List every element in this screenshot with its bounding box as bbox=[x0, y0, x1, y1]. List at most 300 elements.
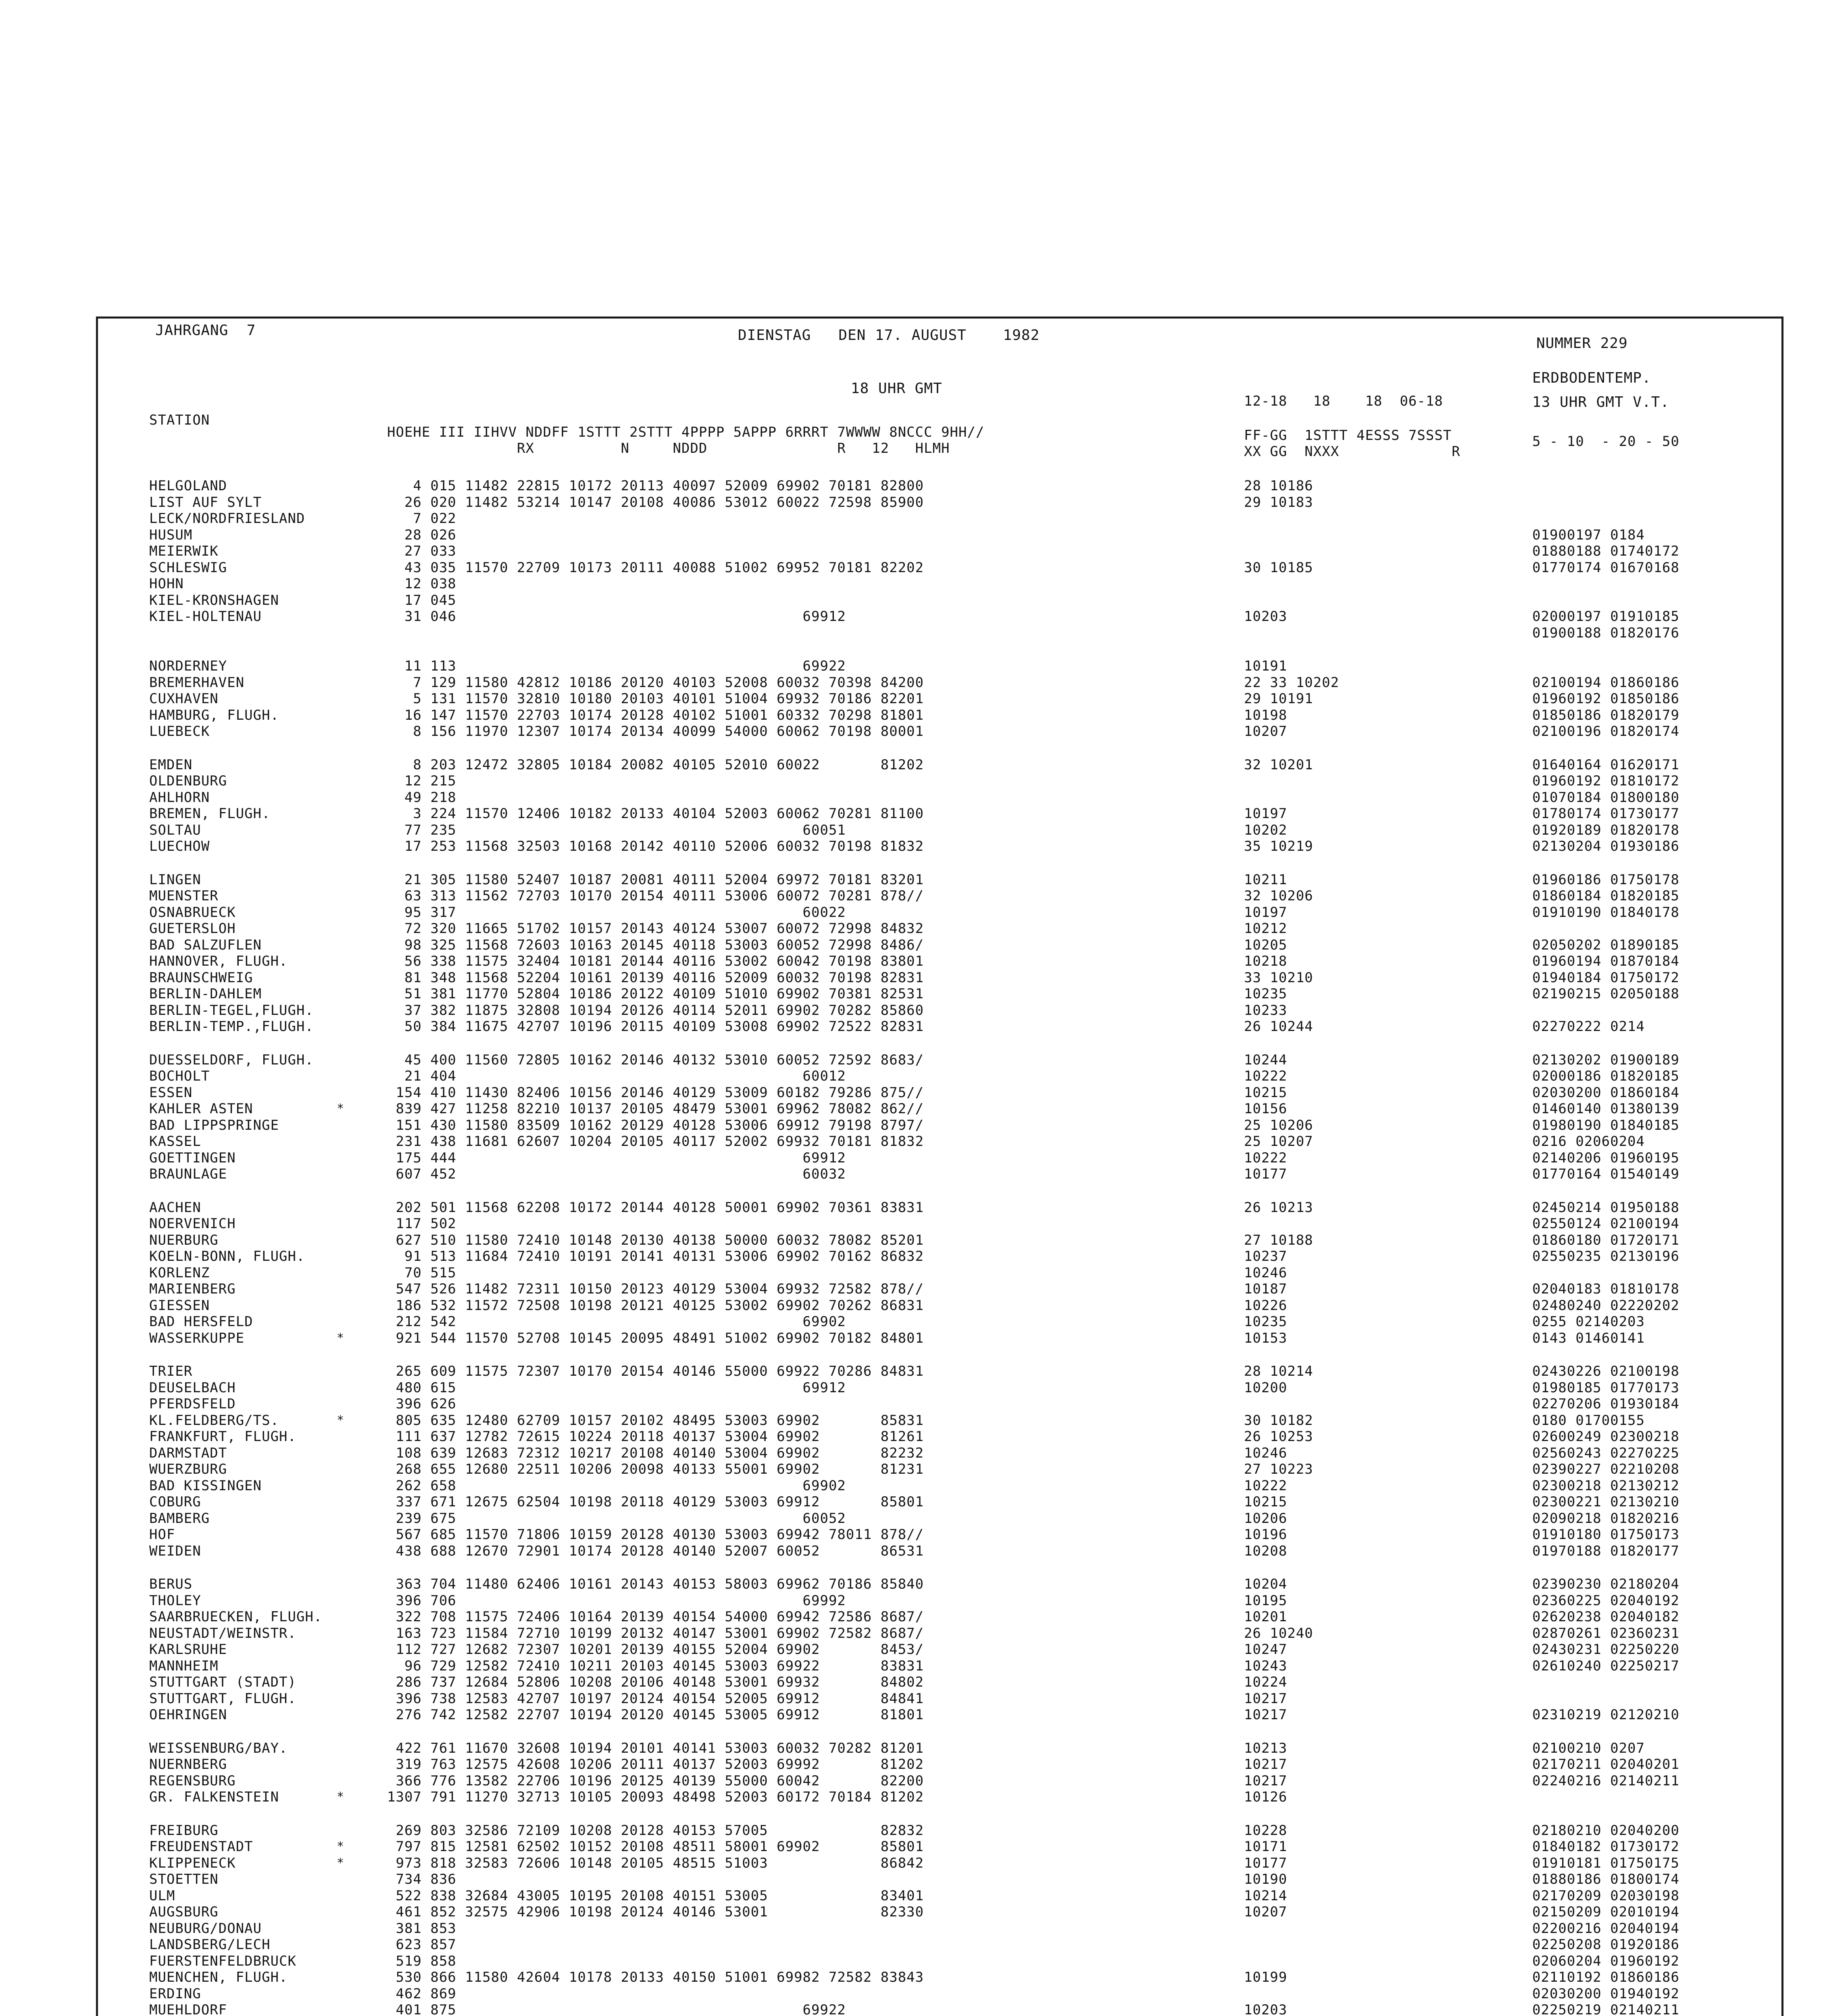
supplementary-data: 10195 bbox=[1244, 1592, 1288, 1609]
station-name: FREUDENSTADT bbox=[149, 1839, 253, 1855]
synop-data: 63 313 11562 72703 10170 20154 40111 53006 60072 70281 878// bbox=[387, 888, 924, 904]
station-name: GOETTINGEN bbox=[149, 1150, 236, 1166]
station-name: HANNOVER, FLUGH. bbox=[149, 953, 288, 969]
supplementary-data: 35 10219 bbox=[1244, 838, 1313, 854]
supplementary-data: 10237 bbox=[1244, 1248, 1288, 1264]
station-name: BAD KISSINGEN bbox=[149, 1477, 262, 1494]
mountain-station-marker: * bbox=[337, 1839, 344, 1854]
station-name: DEUSELBACH bbox=[149, 1379, 236, 1396]
station-name: HELGOLAND bbox=[149, 478, 227, 494]
supplementary-data: 10211 bbox=[1244, 871, 1288, 888]
synop-data: 8 203 12472 32805 10184 20082 40105 52010 60022 81202 bbox=[387, 756, 924, 773]
soil-temperature: 02030200 01940192 bbox=[1532, 1985, 1679, 2002]
supplementary-data: 10226 bbox=[1244, 1297, 1288, 1314]
soil-temperature: 01770164 01540149 bbox=[1532, 1166, 1679, 1182]
supplementary-data: 27 10223 bbox=[1244, 1461, 1313, 1477]
supplementary-data: 28 10186 bbox=[1244, 478, 1313, 494]
synop-data: 77 235 60051 bbox=[387, 822, 846, 838]
soil-temperature: 01940184 01750172 bbox=[1532, 969, 1679, 986]
station-name: MUENSTER bbox=[149, 888, 219, 904]
station-name: HUSUM bbox=[149, 527, 193, 543]
synop-data: 186 532 11572 72508 10198 20121 40125 53002 69902 70262 86831 bbox=[387, 1297, 924, 1314]
synop-data: 921 544 11570 52708 10145 20095 48491 51002 69902 70182 84801 bbox=[387, 1330, 924, 1346]
station-name: KIEL-KRONSHAGEN bbox=[149, 592, 279, 608]
station-name: KL.FELDBERG/TS. bbox=[149, 1412, 279, 1429]
soil-temperature: 01900188 01820176 bbox=[1532, 625, 1679, 641]
supplementary-data: 10247 bbox=[1244, 1641, 1288, 1658]
soil-temperature: 01970188 01820177 bbox=[1532, 1543, 1679, 1559]
synop-data: 396 626 bbox=[387, 1396, 456, 1412]
station-name: MUEHLDORF bbox=[149, 2002, 227, 2016]
jahrgang-label: JAHRGANG 7 bbox=[155, 322, 256, 339]
station-name: MANNHEIM bbox=[149, 1658, 219, 1674]
supplementary-data: 10199 bbox=[1244, 1969, 1288, 1985]
station-name: MUENCHEN, FLUGH. bbox=[149, 1969, 288, 1985]
supplementary-data: 10246 bbox=[1244, 1445, 1288, 1461]
synop-data: 3 224 11570 12406 10182 20133 40104 52003 60062 70281 81100 bbox=[387, 806, 924, 822]
synop-data: 627 510 11580 72410 10148 20130 40138 50000 60032 78082 85201 bbox=[387, 1232, 924, 1248]
station-name: BREMEN, FLUGH. bbox=[149, 806, 271, 822]
supplementary-data: 10244 bbox=[1244, 1052, 1288, 1068]
station-name: MEIERWIK bbox=[149, 543, 219, 559]
supplementary-data: 10202 bbox=[1244, 822, 1288, 838]
soil-temperature: 01960192 01810172 bbox=[1532, 773, 1679, 789]
synop-data: 98 325 11568 72603 10163 20145 40118 53003 60052 72998 8486/ bbox=[387, 937, 924, 953]
supplementary-data: 32 10201 bbox=[1244, 756, 1313, 773]
synop-data: 91 513 11684 72410 10191 20141 40131 53006 69902 70162 86832 bbox=[387, 1248, 924, 1264]
station-name: BRAUNSCHWEIG bbox=[149, 969, 253, 986]
soil-temperature: 01640164 01620171 bbox=[1532, 756, 1679, 773]
supplementary-data: 10156 bbox=[1244, 1101, 1288, 1117]
synop-data: 117 502 bbox=[387, 1216, 456, 1232]
supplementary-data: 10214 bbox=[1244, 1887, 1288, 1904]
column-header-station: STATION bbox=[149, 412, 210, 428]
station-name: ESSEN bbox=[149, 1084, 193, 1101]
station-name: CUXHAVEN bbox=[149, 691, 219, 707]
supplementary-data: 10218 bbox=[1244, 953, 1288, 969]
synop-data: 8 156 11970 12307 10174 20134 40099 54000 60062 70198 80001 bbox=[387, 723, 924, 739]
supplementary-data: 26 10213 bbox=[1244, 1199, 1313, 1216]
synop-data: 623 857 bbox=[387, 1937, 456, 1953]
synop-data: 70 515 bbox=[387, 1264, 456, 1281]
synop-data: 262 658 69902 bbox=[387, 1477, 846, 1494]
supplementary-data: 10171 bbox=[1244, 1839, 1288, 1855]
mountain-station-marker: * bbox=[337, 1331, 344, 1345]
column-header-main-codes: HOEHE III IIHVV NDDFF 1STTT 2STTT 4PPPP 5APPP 6RRRT 7WWWW 8NCCC 9HH// bbox=[387, 424, 985, 440]
soil-temperature: 01860184 01820185 bbox=[1532, 888, 1679, 904]
soil-temperature: 02000197 01910185 bbox=[1532, 608, 1679, 625]
synop-data: 322 708 11575 72406 10164 20139 40154 54000 69942 72586 8687/ bbox=[387, 1609, 924, 1625]
synop-data: 56 338 11575 32404 10181 20144 40116 53002 60042 70198 83801 bbox=[387, 953, 924, 969]
soil-temperature: 01900197 0184 bbox=[1532, 527, 1645, 543]
bulletin-sheet bbox=[96, 317, 1783, 2016]
station-name: GUETERSLOH bbox=[149, 921, 236, 937]
soil-temperature: 02560243 02270225 bbox=[1532, 1445, 1679, 1461]
supplementary-data: 26 10244 bbox=[1244, 1018, 1313, 1035]
station-name: GR. FALKENSTEIN bbox=[149, 1789, 279, 1805]
supplementary-data: 10197 bbox=[1244, 904, 1288, 921]
soil-temperature: 01780174 01730177 bbox=[1532, 806, 1679, 822]
soil-temperature: 02090218 01820216 bbox=[1532, 1510, 1679, 1527]
soil-temperature: 02450214 01950188 bbox=[1532, 1199, 1679, 1216]
station-name: KLIPPENECK bbox=[149, 1855, 236, 1871]
station-name: AACHEN bbox=[149, 1199, 201, 1216]
issue-number: NUMMER 229 bbox=[1536, 335, 1628, 352]
synop-data: 276 742 12582 22707 10194 20120 40145 53005 69912 81801 bbox=[387, 1707, 924, 1723]
synop-data: 154 410 11430 82406 10156 20146 40129 53009 60182 79286 875// bbox=[387, 1084, 924, 1101]
synop-data: 12 038 bbox=[387, 576, 456, 592]
synop-data: 12 215 bbox=[387, 773, 456, 789]
soil-temperature: 02040183 01810178 bbox=[1532, 1281, 1679, 1297]
supplementary-data: 10196 bbox=[1244, 1527, 1288, 1543]
station-name: FREIBURG bbox=[149, 1822, 219, 1839]
station-name: NEUSTADT/WEINSTR. bbox=[149, 1625, 296, 1641]
supplementary-data: 10190 bbox=[1244, 1871, 1288, 1887]
station-name: BERLIN-TEGEL,FLUGH. bbox=[149, 1002, 314, 1018]
station-name: BOCHOLT bbox=[149, 1068, 210, 1084]
observation-time: 18 UHR GMT bbox=[851, 380, 942, 397]
supplementary-data: 10217 bbox=[1244, 1756, 1288, 1772]
station-name: KARLSRUHE bbox=[149, 1641, 227, 1658]
station-name: COBURG bbox=[149, 1494, 201, 1510]
supplementary-data: 27 10188 bbox=[1244, 1232, 1313, 1248]
column-header-aux-subcodes: XX GG NXXX R bbox=[1244, 444, 1460, 460]
synop-data: 363 704 11480 62406 10161 20143 40153 58003 69962 70186 85840 bbox=[387, 1576, 924, 1592]
station-name: BRAUNLAGE bbox=[149, 1166, 227, 1182]
soil-temperature: 01980185 01770173 bbox=[1532, 1379, 1679, 1396]
supplementary-data: 10222 bbox=[1244, 1477, 1288, 1494]
soil-temperature: 01910180 01750173 bbox=[1532, 1527, 1679, 1543]
station-name: WEIDEN bbox=[149, 1543, 201, 1559]
soil-temperature: 01980190 01840185 bbox=[1532, 1117, 1679, 1133]
supplementary-data: 10207 bbox=[1244, 1904, 1288, 1920]
station-name: NUERNBERG bbox=[149, 1756, 227, 1772]
supplementary-data: 10233 bbox=[1244, 1002, 1288, 1018]
soil-temperature: 01860180 01720171 bbox=[1532, 1232, 1679, 1248]
station-name: ERDING bbox=[149, 1985, 201, 2002]
soil-temperature: 02430226 02100198 bbox=[1532, 1363, 1679, 1379]
supplementary-data: 10197 bbox=[1244, 806, 1288, 822]
synop-data: 27 033 bbox=[387, 543, 456, 559]
supplementary-data: 10198 bbox=[1244, 707, 1288, 723]
supplementary-data: 30 10185 bbox=[1244, 559, 1313, 576]
supplementary-data: 10153 bbox=[1244, 1330, 1288, 1346]
soil-temperature: 02270206 01930184 bbox=[1532, 1396, 1679, 1412]
supplementary-data: 33 10210 bbox=[1244, 969, 1313, 986]
supplementary-data: 10243 bbox=[1244, 1658, 1288, 1674]
soil-temp-title: ERDBODENTEMP. bbox=[1532, 370, 1651, 386]
synop-data: 17 045 bbox=[387, 592, 456, 608]
supplementary-data: 10200 bbox=[1244, 1379, 1288, 1396]
supplementary-data: 10207 bbox=[1244, 723, 1288, 739]
synop-data: 231 438 11681 62607 10204 20105 40117 52002 69932 70181 81832 bbox=[387, 1133, 924, 1150]
station-name: KAHLER ASTEN bbox=[149, 1101, 253, 1117]
station-name: ULM bbox=[149, 1887, 175, 1904]
station-name: HOHN bbox=[149, 576, 184, 592]
soil-temperature: 01880188 01740172 bbox=[1532, 543, 1679, 559]
synop-data: 43 035 11570 22709 10173 20111 40088 51002 69952 70181 82202 bbox=[387, 559, 924, 576]
station-name: WASSERKUPPE bbox=[149, 1330, 245, 1346]
synop-data: 839 427 11258 82210 10137 20105 48479 53001 69962 78082 862// bbox=[387, 1101, 924, 1117]
synop-data: 522 838 32684 43005 10195 20108 40151 53005 83401 bbox=[387, 1887, 924, 1904]
supplementary-data: 10201 bbox=[1244, 1609, 1288, 1625]
synop-data: 519 858 bbox=[387, 1953, 456, 1969]
station-name: KOELN-BONN, FLUGH. bbox=[149, 1248, 305, 1264]
station-name: THOLEY bbox=[149, 1592, 201, 1609]
station-name: NOERVENICH bbox=[149, 1216, 236, 1232]
supplementary-data: 10215 bbox=[1244, 1494, 1288, 1510]
soil-temperature: 02620238 02040182 bbox=[1532, 1609, 1679, 1625]
soil-temperature: 01850186 01820179 bbox=[1532, 707, 1679, 723]
soil-temperature: 02180210 02040200 bbox=[1532, 1822, 1679, 1839]
supplementary-data: 10212 bbox=[1244, 921, 1288, 937]
soil-temperature: 0216 02060204 bbox=[1532, 1133, 1645, 1150]
synop-data: 480 615 69912 bbox=[387, 1379, 846, 1396]
soil-temperature: 02250208 01920186 bbox=[1532, 1937, 1679, 1953]
station-name: SAARBRUECKEN, FLUGH. bbox=[149, 1609, 323, 1625]
supplementary-data: 10224 bbox=[1244, 1674, 1288, 1690]
supplementary-data: 10191 bbox=[1244, 658, 1288, 674]
synop-data: 16 147 11570 22703 10174 20128 40102 51001 60332 70298 81801 bbox=[387, 707, 924, 723]
synop-data: 72 320 11665 51702 10157 20143 40124 53007 60072 72998 84832 bbox=[387, 921, 924, 937]
supplementary-data: 25 10206 bbox=[1244, 1117, 1313, 1133]
mountain-station-marker: * bbox=[337, 1856, 344, 1870]
soil-temperature: 02250219 02140211 bbox=[1532, 2002, 1679, 2016]
soil-temperature: 02190215 02050188 bbox=[1532, 986, 1679, 1002]
supplementary-data: 10205 bbox=[1244, 937, 1288, 953]
soil-temperature: 01880186 01800174 bbox=[1532, 1871, 1679, 1887]
column-header-soil-depths: 5 - 10 - 20 - 50 bbox=[1532, 433, 1679, 450]
supplementary-data: 10222 bbox=[1244, 1068, 1288, 1084]
synop-data: 567 685 11570 71806 10159 20128 40130 53003 69942 78011 878// bbox=[387, 1527, 924, 1543]
synop-data: 112 727 12682 72307 10201 20139 40155 52004 69902 8453/ bbox=[387, 1641, 924, 1658]
synop-data: 438 688 12670 72901 10174 20128 40140 52007 60052 86531 bbox=[387, 1543, 924, 1559]
synop-data: 31 046 69912 bbox=[387, 608, 846, 625]
soil-temperature: 0255 02140203 bbox=[1532, 1314, 1645, 1330]
supplementary-data: 22 33 10202 bbox=[1244, 674, 1340, 691]
soil-temperature: 01960186 01750178 bbox=[1532, 871, 1679, 888]
synop-data: 111 637 12782 72615 10224 20118 40137 53004 69902 81261 bbox=[387, 1429, 924, 1445]
station-name: BAD LIPPSPRINGE bbox=[149, 1117, 279, 1133]
supplementary-data: 25 10207 bbox=[1244, 1133, 1313, 1150]
synop-data: 4 015 11482 22815 10172 20113 40097 52009 69902 70181 82800 bbox=[387, 478, 924, 494]
station-name: LINGEN bbox=[149, 871, 201, 888]
station-name: HOF bbox=[149, 1527, 175, 1543]
synop-data: 5 131 11570 32810 10180 20103 40101 51004 69932 70186 82201 bbox=[387, 691, 924, 707]
supplementary-data: 32 10206 bbox=[1244, 888, 1313, 904]
synop-data: 50 384 11675 42707 10196 20115 40109 53008 69902 72522 82831 bbox=[387, 1018, 924, 1035]
station-name: BERLIN-DAHLEM bbox=[149, 986, 262, 1002]
soil-temperature: 01460140 01380139 bbox=[1532, 1101, 1679, 1117]
soil-temperature: 02100194 01860186 bbox=[1532, 674, 1679, 691]
station-name: NEUBURG/DONAU bbox=[149, 1920, 262, 1937]
synop-data: 797 815 12581 62502 10152 20108 48511 58001 69902 85801 bbox=[387, 1839, 924, 1855]
soil-temperature: 02870261 02360231 bbox=[1532, 1625, 1679, 1641]
synop-data: 462 869 bbox=[387, 1985, 456, 2002]
station-name: BERUS bbox=[149, 1576, 193, 1592]
supplementary-data: 10177 bbox=[1244, 1855, 1288, 1871]
soil-temperature: 02550235 02130196 bbox=[1532, 1248, 1679, 1264]
synop-data: 734 836 bbox=[387, 1871, 456, 1887]
station-name: WUERZBURG bbox=[149, 1461, 227, 1477]
supplementary-data: 30 10182 bbox=[1244, 1412, 1313, 1429]
supplementary-data: 10187 bbox=[1244, 1281, 1288, 1297]
synop-data: 212 542 69902 bbox=[387, 1314, 846, 1330]
soil-temperature: 02050202 01890185 bbox=[1532, 937, 1679, 953]
supplementary-data: 10235 bbox=[1244, 986, 1288, 1002]
station-name: OLDENBURG bbox=[149, 773, 227, 789]
station-name: AUGSBURG bbox=[149, 1904, 219, 1920]
supplementary-data: 10217 bbox=[1244, 1707, 1288, 1723]
synop-data: 51 381 11770 52804 10186 20122 40109 51010 69902 70381 82531 bbox=[387, 986, 924, 1002]
soil-temperature: 02060204 01960192 bbox=[1532, 1953, 1679, 1969]
station-name: LUEBECK bbox=[149, 723, 210, 739]
synop-data: 21 305 11580 52407 10187 20081 40111 52004 69972 70181 83201 bbox=[387, 871, 924, 888]
synop-data: 81 348 11568 52204 10161 20139 40116 52009 60032 70198 82831 bbox=[387, 969, 924, 986]
mountain-station-marker: * bbox=[337, 1790, 344, 1804]
soil-temperature: 02270222 0214 bbox=[1532, 1018, 1645, 1035]
synop-data: 337 671 12675 62504 10198 20118 40129 53003 69912 85801 bbox=[387, 1494, 924, 1510]
column-header-aux-codes: FF-GG 1STTT 4ESSS 7SSST bbox=[1244, 427, 1452, 444]
column-header-main-subcodes: RX N NDDD R 12 HLMH bbox=[387, 440, 950, 456]
supplementary-data: 10203 bbox=[1244, 608, 1288, 625]
soil-temperature: 01960192 01850186 bbox=[1532, 691, 1679, 707]
supplementary-data: 10228 bbox=[1244, 1822, 1288, 1839]
synop-data: 175 444 69912 bbox=[387, 1150, 846, 1166]
station-name: DUESSELDORF, FLUGH. bbox=[149, 1052, 314, 1068]
synop-data: 7 129 11580 42812 10186 20120 40103 52008 60032 70398 84200 bbox=[387, 674, 924, 691]
station-name: BREMERHAVEN bbox=[149, 674, 245, 691]
synop-data: 45 400 11560 72805 10162 20146 40132 53010 60052 72592 8683/ bbox=[387, 1052, 924, 1068]
station-name: BAD HERSFELD bbox=[149, 1314, 253, 1330]
station-name: LUECHOW bbox=[149, 838, 210, 854]
synop-data: 28 026 bbox=[387, 527, 456, 543]
soil-temperature: 02360225 02040192 bbox=[1532, 1592, 1679, 1609]
station-name: REGENSBURG bbox=[149, 1772, 236, 1789]
station-name: TRIER bbox=[149, 1363, 193, 1379]
station-name: LIST AUF SYLT bbox=[149, 494, 262, 510]
station-name: STUTTGART, FLUGH. bbox=[149, 1690, 296, 1707]
station-name: FUERSTENFELDBRUCK bbox=[149, 1953, 296, 1969]
soil-temperature: 0180 01700155 bbox=[1532, 1412, 1645, 1429]
synop-data: 265 609 11575 72307 10170 20154 40146 55000 69922 70286 84831 bbox=[387, 1363, 924, 1379]
supplementary-data: 10208 bbox=[1244, 1543, 1288, 1559]
supplementary-data: 10204 bbox=[1244, 1576, 1288, 1592]
station-name: KORLENZ bbox=[149, 1264, 210, 1281]
station-name: DARMSTADT bbox=[149, 1445, 227, 1461]
synop-data: 163 723 11584 72710 10199 20132 40147 53001 69902 72582 8687/ bbox=[387, 1625, 924, 1641]
station-name: STUTTGART (STADT) bbox=[149, 1674, 296, 1690]
soil-temperature: 02140206 01960195 bbox=[1532, 1150, 1679, 1166]
synop-data: 381 853 bbox=[387, 1920, 456, 1937]
supplementary-data: 26 10253 bbox=[1244, 1429, 1313, 1445]
supplementary-data: 29 10191 bbox=[1244, 691, 1313, 707]
synop-data: 269 803 32586 72109 10208 20128 40153 57005 82832 bbox=[387, 1822, 924, 1839]
soil-temperature: 0143 01460141 bbox=[1532, 1330, 1645, 1346]
synop-data: 401 875 69922 bbox=[387, 2002, 846, 2016]
soil-temperature: 02130202 01900189 bbox=[1532, 1052, 1679, 1068]
station-name: LECK/NORDFRIESLAND bbox=[149, 510, 305, 527]
synop-data: 21 404 60012 bbox=[387, 1068, 846, 1084]
station-name: BAMBERG bbox=[149, 1510, 210, 1527]
synop-data: 547 526 11482 72311 10150 20123 40129 53004 69932 72582 878// bbox=[387, 1281, 924, 1297]
station-name: MARIENBERG bbox=[149, 1281, 236, 1297]
station-name: BAD SALZUFLEN bbox=[149, 937, 262, 953]
supplementary-data: 10222 bbox=[1244, 1150, 1288, 1166]
synop-data: 805 635 12480 62709 10157 20102 48495 53003 69902 85831 bbox=[387, 1412, 924, 1429]
synop-data: 11 113 69922 bbox=[387, 658, 846, 674]
soil-temperature: 02390230 02180204 bbox=[1532, 1576, 1679, 1592]
synop-data: 1307 791 11270 32713 10105 20093 48498 52003 60172 70184 81202 bbox=[387, 1789, 924, 1805]
synop-data: 973 818 32583 72606 10148 20105 48515 51003 86842 bbox=[387, 1855, 924, 1871]
soil-temperature: 01920189 01820178 bbox=[1532, 822, 1679, 838]
supplementary-data: 10215 bbox=[1244, 1084, 1288, 1101]
synop-data: 366 776 13582 22706 10196 20125 40139 55000 60042 82200 bbox=[387, 1772, 924, 1789]
soil-temperature: 02550124 02100194 bbox=[1532, 1216, 1679, 1232]
soil-temp-time: 13 UHR GMT V.T. bbox=[1532, 394, 1670, 410]
synop-data: 239 675 60052 bbox=[387, 1510, 846, 1527]
station-name: HAMBURG, FLUGH. bbox=[149, 707, 279, 723]
synop-data: 202 501 11568 62208 10172 20144 40128 50001 69902 70361 83831 bbox=[387, 1199, 924, 1216]
supplementary-data: 10217 bbox=[1244, 1690, 1288, 1707]
station-name: OEHRINGEN bbox=[149, 1707, 227, 1723]
supplementary-data: 10206 bbox=[1244, 1510, 1288, 1527]
supplementary-data: 10126 bbox=[1244, 1789, 1288, 1805]
supplementary-data: 10235 bbox=[1244, 1314, 1288, 1330]
station-name: OSNABRUECK bbox=[149, 904, 236, 921]
synop-data: 286 737 12684 52806 10208 20106 40148 53001 69932 84802 bbox=[387, 1674, 924, 1690]
synop-data: 268 655 12680 22511 10206 20098 40133 55001 69902 81231 bbox=[387, 1461, 924, 1477]
soil-temperature: 02430231 02250220 bbox=[1532, 1641, 1679, 1658]
synop-data: 49 218 bbox=[387, 789, 456, 806]
column-header-aux-periods: 12-18 18 18 06-18 bbox=[1244, 393, 1443, 409]
soil-temperature: 01840182 01730172 bbox=[1532, 1839, 1679, 1855]
supplementary-data: 28 10214 bbox=[1244, 1363, 1313, 1379]
soil-temperature: 01070184 01800180 bbox=[1532, 789, 1679, 806]
station-name: BERLIN-TEMP.,FLUGH. bbox=[149, 1018, 314, 1035]
station-name: GIESSEN bbox=[149, 1297, 210, 1314]
soil-temperature: 02150209 02010194 bbox=[1532, 1904, 1679, 1920]
soil-temperature: 02310219 02120210 bbox=[1532, 1707, 1679, 1723]
soil-temperature: 02170211 02040201 bbox=[1532, 1756, 1679, 1772]
soil-temperature: 02100196 01820174 bbox=[1532, 723, 1679, 739]
synop-data: 96 729 12582 72410 10211 20103 40145 53003 69922 83831 bbox=[387, 1658, 924, 1674]
soil-temperature: 02240216 02140211 bbox=[1532, 1772, 1679, 1789]
soil-temperature: 02100210 0207 bbox=[1532, 1740, 1645, 1756]
supplementary-data: 10213 bbox=[1244, 1740, 1288, 1756]
synop-data: 7 022 bbox=[387, 510, 456, 527]
synop-data: 461 852 32575 42906 10198 20124 40146 53001 82330 bbox=[387, 1904, 924, 1920]
station-name: EMDEN bbox=[149, 756, 193, 773]
supplementary-data: 10246 bbox=[1244, 1264, 1288, 1281]
soil-temperature: 02130204 01930186 bbox=[1532, 838, 1679, 854]
station-name: KASSEL bbox=[149, 1133, 201, 1150]
station-name: NORDERNEY bbox=[149, 658, 227, 674]
synop-data: 422 761 11670 32608 10194 20101 40141 53003 60032 70282 81201 bbox=[387, 1740, 924, 1756]
synop-data: 396 738 12583 42707 10197 20124 40154 52005 69912 84841 bbox=[387, 1690, 924, 1707]
soil-temperature: 02300218 02130212 bbox=[1532, 1477, 1679, 1494]
station-name: AHLHORN bbox=[149, 789, 210, 806]
mountain-station-marker: * bbox=[337, 1102, 344, 1116]
soil-temperature: 02110192 01860186 bbox=[1532, 1969, 1679, 1985]
station-name: SOLTAU bbox=[149, 822, 201, 838]
soil-temperature: 02000186 01820185 bbox=[1532, 1068, 1679, 1084]
soil-temperature: 02170209 02030198 bbox=[1532, 1887, 1679, 1904]
supplementary-data: 10203 bbox=[1244, 2002, 1288, 2016]
station-name: LANDSBERG/LECH bbox=[149, 1937, 271, 1953]
soil-temperature: 01910190 01840178 bbox=[1532, 904, 1679, 921]
station-name: NUERBURG bbox=[149, 1232, 219, 1248]
